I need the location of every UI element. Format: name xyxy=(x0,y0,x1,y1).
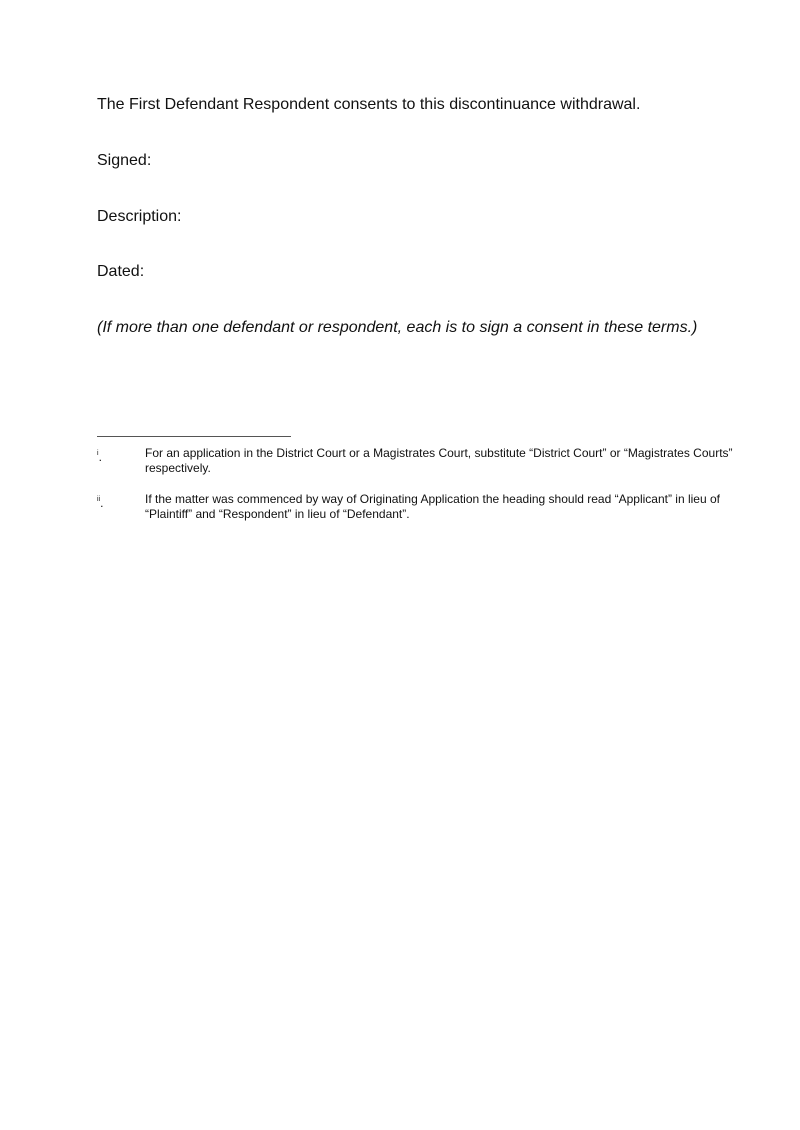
footnote-text: For an application in the District Court or a Magistrates Court, substitute “District Court” or “Magistrates Courts” respectively. xyxy=(145,446,733,475)
footnote-separator xyxy=(97,436,291,437)
footnote-marker: $^{ii}$. xyxy=(97,496,104,510)
consent-statement: The First Defendant Respondent consents to this discontinuance withdrawal. xyxy=(97,96,641,113)
description-label: Description: xyxy=(97,208,182,225)
dated-label: Dated: xyxy=(97,263,145,280)
multiple-defendants-note: (If more than one defendant or respondent, each is to sign a consent in these terms.) xyxy=(97,319,698,336)
signed-label: Signed: xyxy=(97,152,152,169)
footnote-marker: $^i$. xyxy=(97,450,102,464)
footnote-text: If the matter was commenced by way of Originating Application the heading should read “Applicant” in lieu of “Plaintiff” and “Respondent” in lieu of “Defendant”. xyxy=(145,492,720,521)
